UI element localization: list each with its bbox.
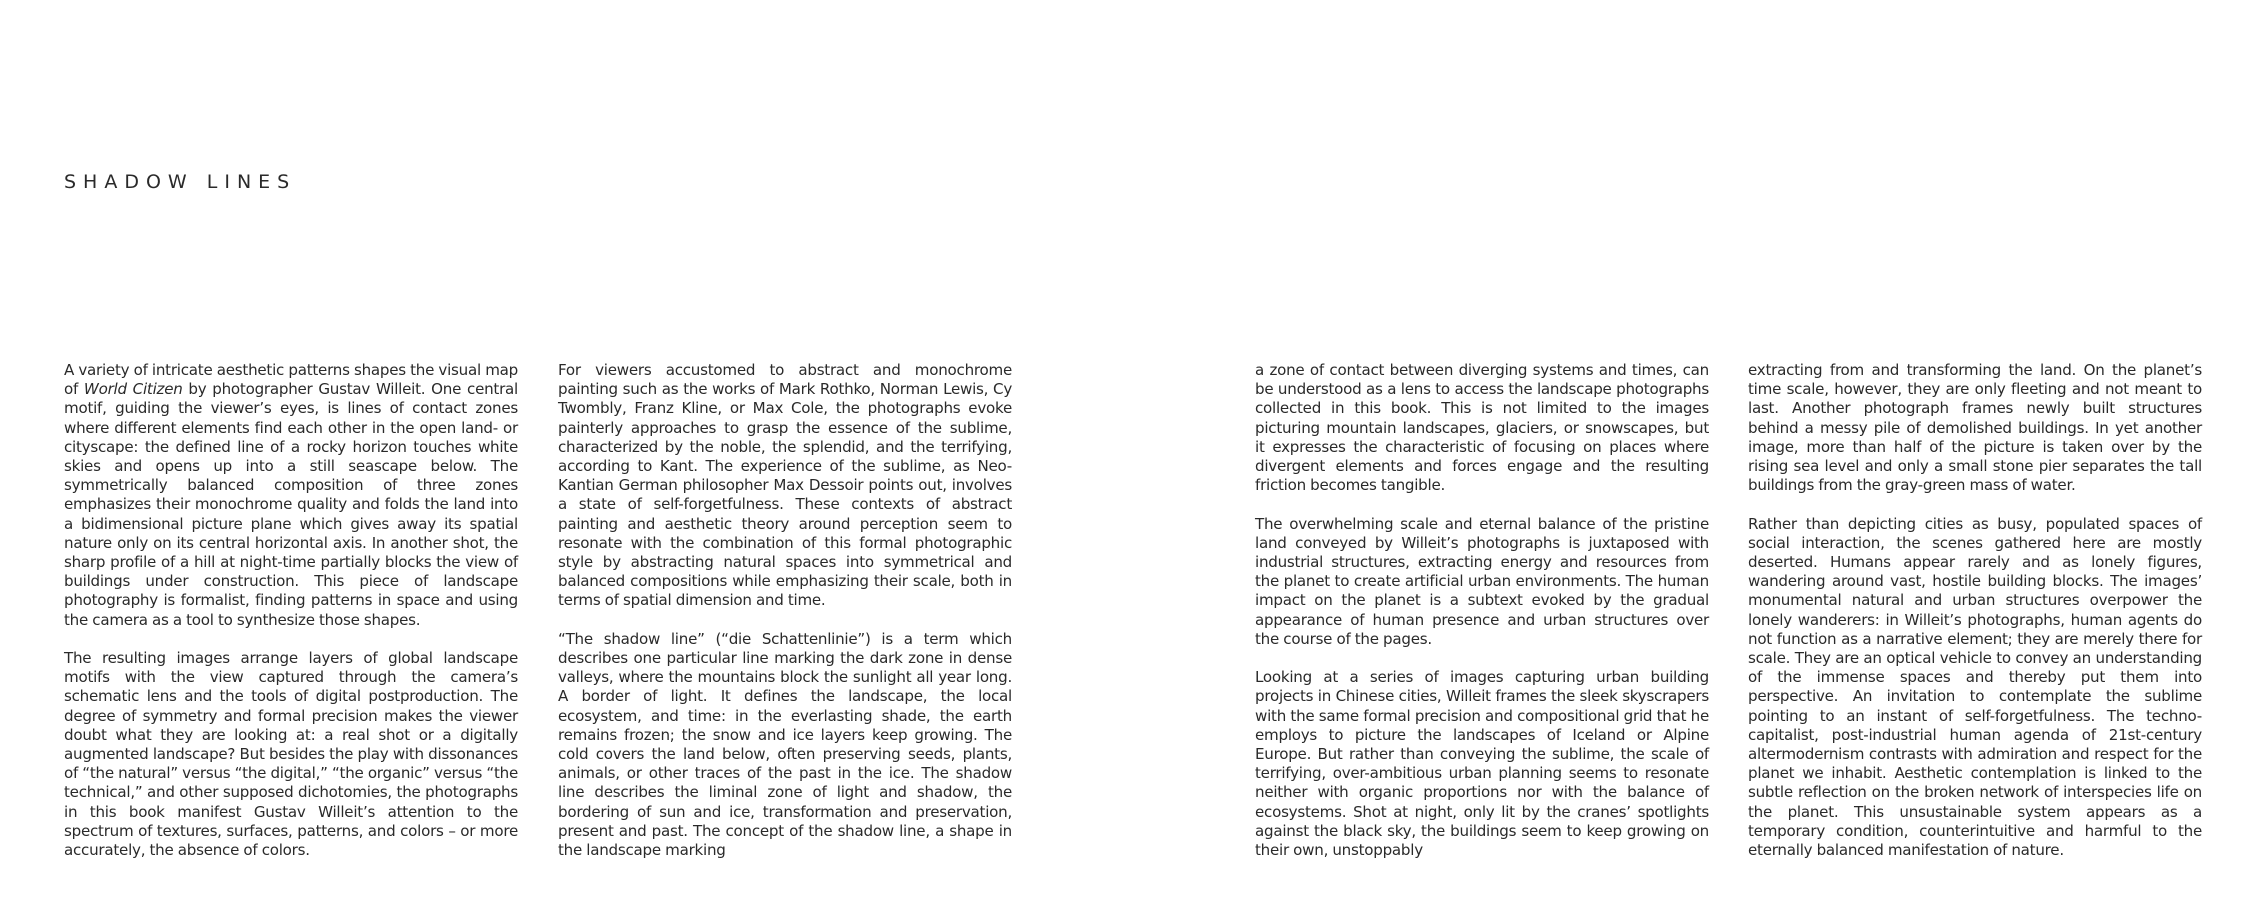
paragraph-text: by photographer Gustav Willeit. One central motif, guiding the viewer’s eyes, is lines of contact zones where different elements find each other in the open land- or cityscape: the defined line of a rocky horizon touches white skies and opens up into a still seascape below. The symmetrically balanced composition of three zones emphasizes their monochrome quality and folds the land into a bidimensional picture plane which gives away its spatial nature only on its central horizontal axis. In another shot, the sharp profile of a hill at night-time partially blocks the view of buildings under construction. This piece of landscape photography is formalist, finding patterns in space and using the camera as a tool to synthesize those shapes. <box>64 380 518 629</box>
text-column-3 <box>1255 361 1709 860</box>
paragraph: “The shadow line” (“die Schattenlinie”) is a term which describes one particular line marking the dark zone in dense valleys, where the mountains block the sunlight all year long. A border of light. It defines the landscape, the local ecosystem, and time: in the everlasting shade, the earth remains frozen; the snow and ice layers keep growing. The cold covers the land below, often preserving seeds, plants, animals, or other traces of the past in the ice. The shadow line describes the liminal zone of light and shadow, the bordering of sun and ice, transformation and preservation, present and past. The concept of the shadow line, a shape in the landscape marking <box>558 629 1012 860</box>
paragraph: a zone of contact between diverging systems and times, can be understood as a lens to access the landscape photographs collected in this book. This is not limited to the images picturing mountain landscapes, glaciers, or snowscapes, but it expresses the characteristic of focusing on places where divergent elements and forces engage and the resulting friction becomes tangible. <box>1255 361 1709 495</box>
paragraph: For viewers accustomed to abstract and monochrome painting such as the works of Mark Rothko, Norman Lewis, Cy Twombly, Franz Kline, or Max Cole, the photographs evoke painterly approaches to grasp the essence of the sublime, characterized by the noble, the splendid, and the terrifying, according to Kant. The experience of the sublime, as Neo-Kantian German philosopher Max Dessoir points out, involves a state of self-forgetfulness. These contexts of abstract painting and aesthetic theory around perception seem to resonate with the combination of this formal photographic style by abstracting natural spaces into symmetrical and balanced compositions while emphasizing their scale, both in terms of spatial dimension and time. <box>558 361 1012 610</box>
text-column-1 <box>64 361 518 860</box>
paragraph <box>64 361 518 630</box>
paragraph: Rather than depicting cities as busy, populated spaces of social interaction, the scenes gathered here are mostly deserted. Humans appear rarely and as lonely figures, wandering around vast, hostile building blocks. The images’ monumental natural and urban structures overpower the lonely wanderers: in Willeit’s photographs, human agents do not function as a narrative element; they are merely there for scale. They are an optical vehicle to convey an understanding of the immense spaces and thereby put them into perspective. An invitation to contemplate the sublime pointing to an instant of self-forgetfulness. The techno-capitalist, post-industrial human agenda of 21st-century altermodernism contrasts with admiration and respect for the planet we inhabit. Aesthetic contemplation is linked to the subtle reflection on the broken network of interspecies life on the planet. This unsustainable system appears as a temporary condition, counterintuitive and harmful to the eternally balanced manifestation of nature. <box>1748 514 2202 860</box>
paragraph-text: A variety of intricate aesthetic patterns shapes the visual map of <box>64 361 518 399</box>
text-column-2 <box>558 361 1012 860</box>
page-title: SHADOW LINES <box>64 170 297 193</box>
paragraph: The resulting images arrange layers of global landscape motifs with the view captured through the camera’s schematic lens and the tools of digital postproduction. The degree of symmetry and formal precision makes the viewer doubt what they are looking at: a real shot or a digitally augmented landscape? But besides the play with dissonances of “the natural” versus “the digital,” “the organic” versus “the technical,” and other supposed dichotomies, the photographs in this book manifest Gustav Willeit’s attention to the spectrum of textures, surfaces, patterns, and colors – or more accurately, the absence of colors. <box>64 649 519 860</box>
text-column-4 <box>1748 361 2202 860</box>
paragraph: The overwhelming scale and eternal balance of the pristine land conveyed by Willeit’s photographs is juxtaposed with industrial structures, extracting energy and resources from the planet to create artificial urban environments. The human impact on the planet is a subtext evoked by the gradual appearance of human presence and urban structures over the course of the pages. <box>1255 514 1709 648</box>
paragraph: extracting from and transforming the land. On the planet’s time scale, however, they are only fleeting and not meant to last. Another photograph frames newly built structures behind a messy pile of demolished buildings. In yet another image, more than half of the picture is taken over by the rising sea level and only a small stone pier separates the tall buildings from the gray-green mass of water. <box>1748 361 2202 495</box>
book-title: World Citizen <box>83 380 183 399</box>
paragraph: Looking at a series of images capturing urban building projects in Chinese cities, Willeit frames the sleek skyscrapers with the same formal precision and compositional grid that he employs to picture the landscapes of Iceland or Alpine Europe. But rather than conveying the sublime, the scale of terrifying, over-ambitious urban planning seems to resonate neither with organic proportions nor with the balance of ecosystems. Shot at night, only lit by the cranes’ spotlights against the black sky, the buildings seem to keep growing on their own, unstoppably <box>1255 668 1709 860</box>
